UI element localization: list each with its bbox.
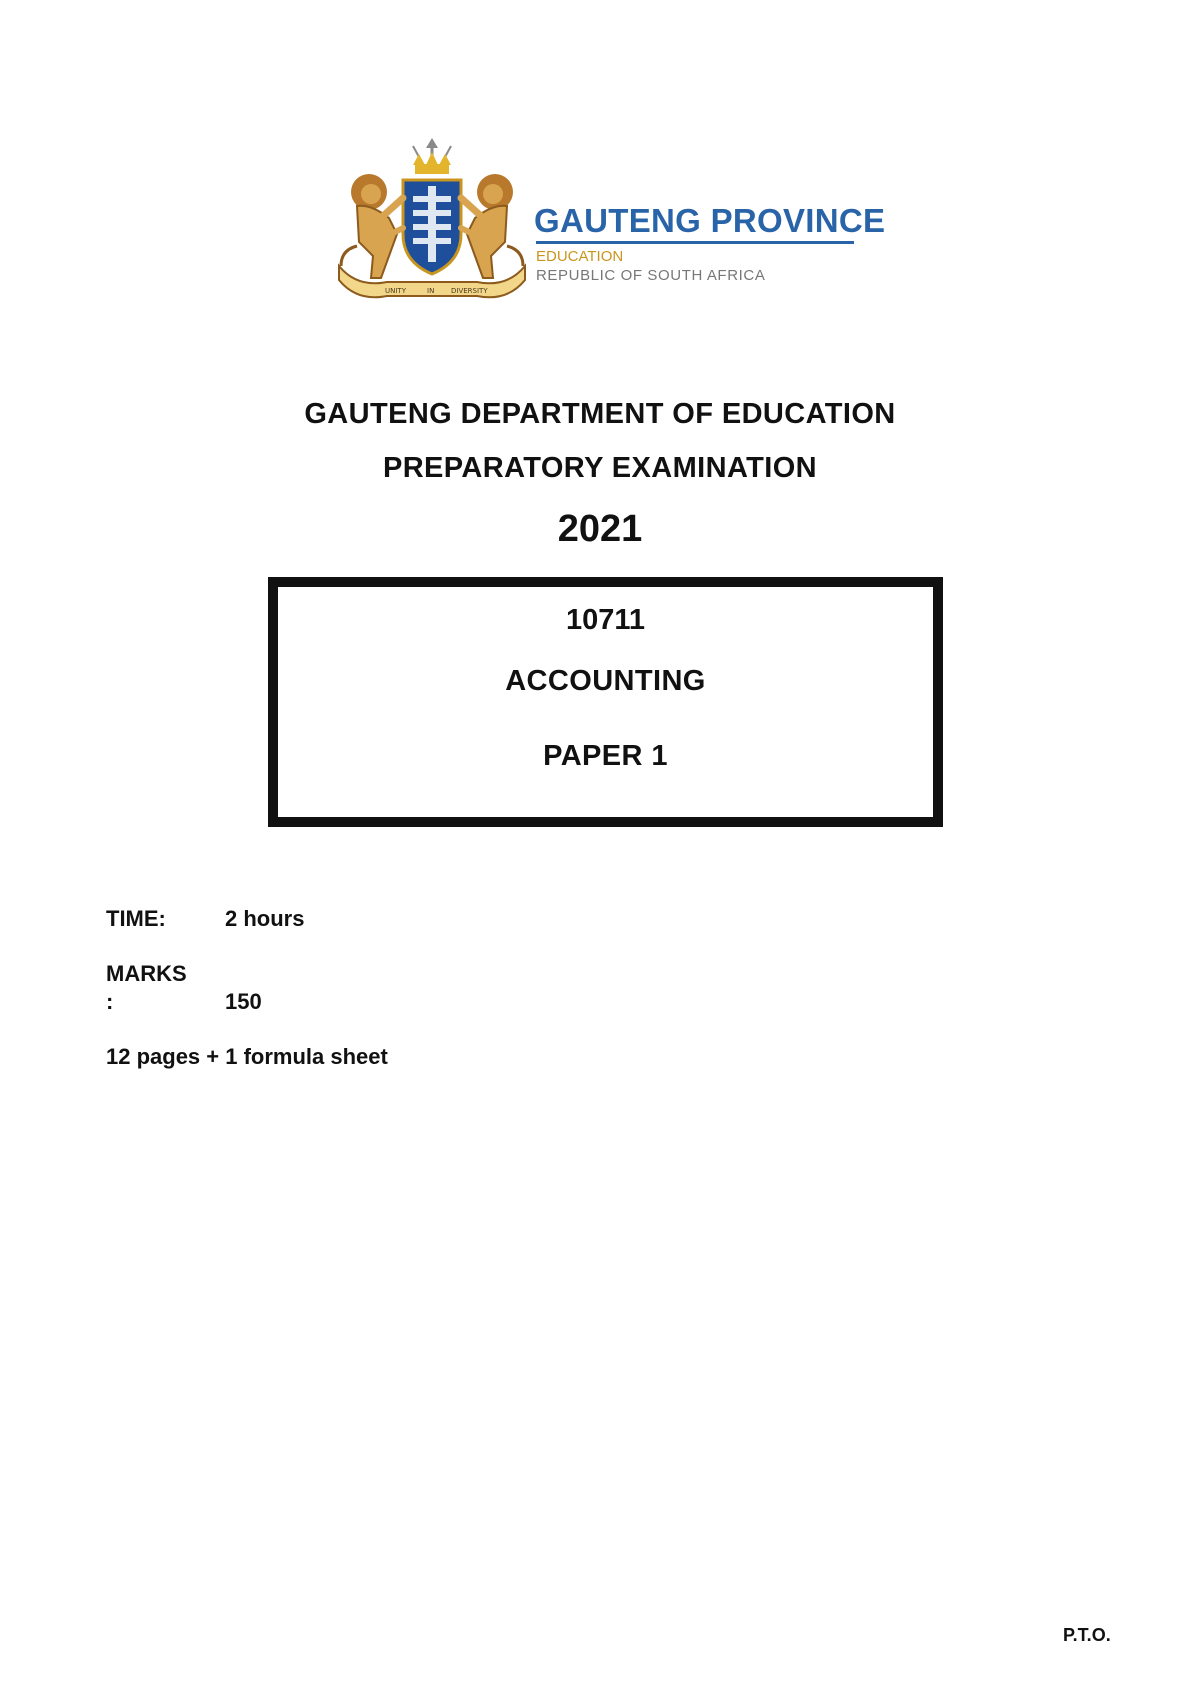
paper-number: PAPER 1 <box>543 740 668 772</box>
marks-label: MARKS <box>106 961 187 986</box>
subject-name: ACCOUNTING <box>505 665 706 697</box>
coat-of-arms-icon <box>327 138 537 303</box>
exam-title: PREPARATORY EXAMINATION <box>382 452 818 484</box>
logo-underline <box>536 241 854 244</box>
subject-box <box>268 577 943 827</box>
page-count: 12 pages + 1 formula sheet <box>106 1044 388 1069</box>
motto-word-2: IN <box>427 287 435 295</box>
logo-subtitle: EDUCATION <box>536 248 624 265</box>
motto-word-1: UNITY <box>385 287 406 295</box>
pto-footer: P.T.O. <box>1063 1625 1111 1645</box>
marks-value: 150 <box>225 989 262 1014</box>
exam-year: 2021 <box>557 508 643 550</box>
time-value: 2 hours <box>225 906 305 931</box>
department-title: GAUTENG DEPARTMENT OF EDUCATION <box>304 398 896 430</box>
time-label: TIME: <box>106 906 166 931</box>
logo-title: GAUTENG PROVINCE <box>534 202 886 239</box>
subject-code: 10711 <box>565 604 646 636</box>
marks-colon: : <box>106 989 114 1014</box>
logo-country: REPUBLIC OF SOUTH AFRICA <box>536 267 766 284</box>
gauteng-logo <box>297 128 907 314</box>
motto-word-3: DIVERSITY <box>451 287 488 295</box>
